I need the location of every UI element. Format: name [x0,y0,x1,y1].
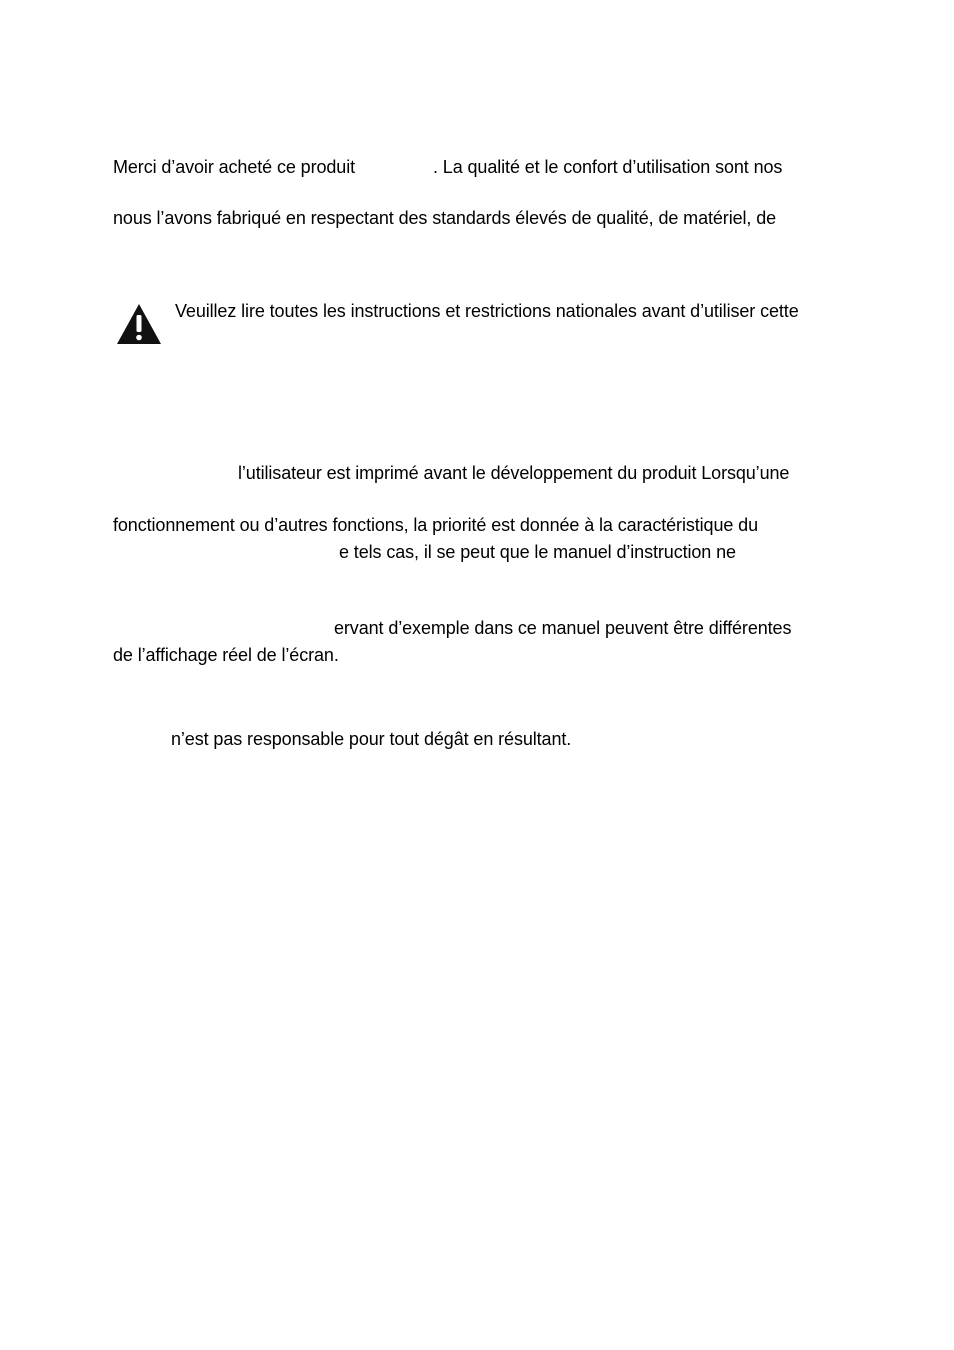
intro-line-2: nous l’avons fabriqué en respectant des standards élevés de qualité, de matériel, de [113,208,777,228]
warning-text: Veuillez lire toutes les instructions et restrictions nationales avant d’utiliser cette [175,301,799,321]
liability-line: n’est pas responsable pour tout dégât en résultant. [171,729,572,749]
manual-line-3: e tels cas, il se peut que le manuel d’instruction ne [339,542,736,562]
screen-line-2: de l’affichage réel de l’écran. [113,645,339,665]
screen-line-1: ervant d’exemple dans ce manuel peuvent être différentes [334,618,792,638]
manual-line-2: fonctionnement ou d’autres fonctions, la priorité est donnée à la caractéristique du [113,515,758,535]
warning-triangle-icon [115,302,163,346]
intro-line-1b: . La qualité et le confort d’utilisation sont nos [433,157,783,177]
manual-line-1: l’utilisateur est imprimé avant le développement du produit Lorsqu’une [238,463,790,483]
intro-line-1a: Merci d’avoir acheté ce produit [113,157,356,177]
